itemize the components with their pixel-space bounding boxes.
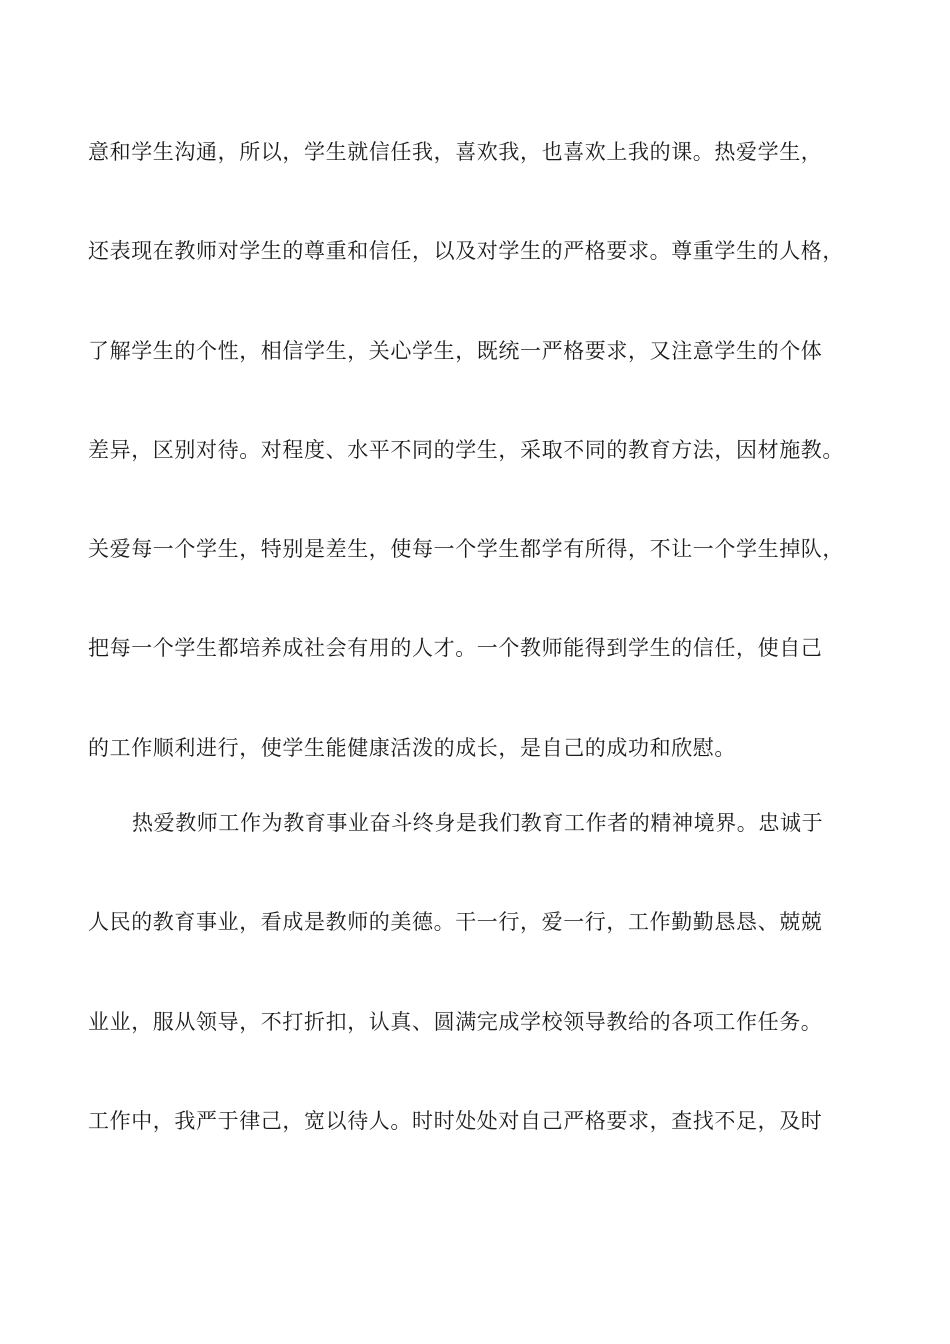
paragraph-first-line: 热爱教师工作为教育事业奋斗终身是我们教育工作者的精神境界。忠诚于	[132, 811, 824, 835]
paragraph-line: 业业，服从领导，不打折扣，认真、圆满完成学校领导教给的各项工作任务。	[88, 1010, 823, 1034]
paragraph-line: 关爱每一个学生，特别是差生，使每一个学生都学有所得，不让一个学生掉队，	[88, 537, 844, 561]
paragraph-line: 的工作顺利进行，使学生能健康活泼的成长，是自己的成功和欣慰。	[88, 736, 736, 760]
paragraph-line: 还表现在教师对学生的尊重和信任，以及对学生的严格要求。尊重学生的人格，	[88, 239, 844, 263]
paragraph-line: 了解学生的个性，相信学生，关心学生，既统一严格要求，又注意学生的个体	[88, 339, 823, 363]
paragraph-line: 把每一个学生都培养成社会有用的人才。一个教师能得到学生的信任，使自己	[88, 636, 823, 660]
paragraph-line: 人民的教育事业，看成是教师的美德。干一行，爱一行，工作勤勤恳恳、兢兢	[88, 910, 823, 934]
paragraph-line: 意和学生沟通，所以，学生就信任我，喜欢我，也喜欢上我的课。热爱学生，	[88, 140, 823, 164]
paragraph-line: 工作中，我严于律己，宽以待人。时时处处对自己严格要求，查找不足，及时	[88, 1109, 823, 1133]
paragraph-line: 差异，区别对待。对程度、水平不同的学生，采取不同的教育方法，因材施教。	[88, 438, 844, 462]
